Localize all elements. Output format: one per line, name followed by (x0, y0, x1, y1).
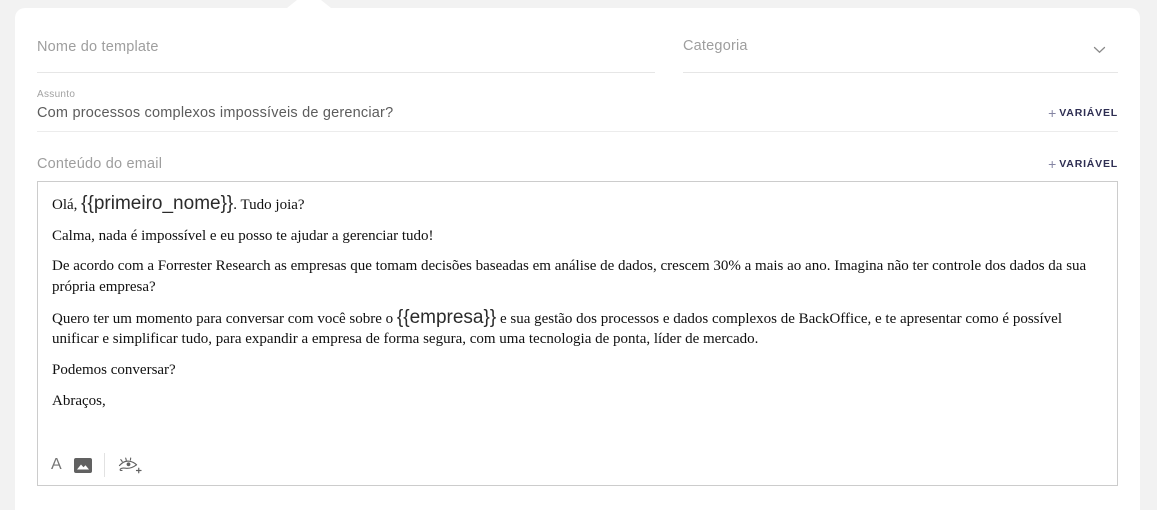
editor-paragraph (52, 360, 1103, 381)
subject-field (37, 89, 1118, 132)
add-variable-label: VARIÁVEL (1059, 158, 1118, 170)
email-body-editor[interactable] (37, 181, 1118, 486)
category-placeholder: Categoria (683, 38, 748, 54)
top-fields-row (37, 38, 1118, 73)
template-name-input[interactable] (37, 39, 655, 55)
chevron-down-icon (1093, 41, 1106, 59)
editor-paragraph (52, 226, 1103, 247)
editor-toolbar (51, 452, 142, 478)
eye-plus-icon[interactable] (117, 456, 142, 475)
paragraph-text: Quero ter um momento para conversar com você sobre o (52, 310, 397, 327)
variable-token: {{empresa}} (396, 306, 497, 328)
toolbar-divider (104, 453, 105, 477)
font-text-icon[interactable]: A (51, 456, 62, 473)
subject-label: Assunto (37, 89, 76, 100)
editor-body[interactable] (38, 182, 1117, 412)
editor-paragraph (52, 308, 1103, 350)
add-variable-label: VARIÁVEL (1059, 107, 1118, 119)
plus-icon: + (1048, 105, 1057, 121)
paragraph-text: Calma, nada é impossível e eu posso te ajudar a gerenciar tudo! (52, 227, 434, 244)
editor-paragraph (52, 194, 1103, 216)
paragraph-text: Podemos conversar? (52, 362, 176, 379)
editor-paragraph (52, 256, 1103, 297)
paragraph-text: Olá, (52, 197, 82, 213)
paragraph-text: Abraços, (52, 392, 106, 409)
content-header-row (37, 156, 1118, 172)
content-add-variable-button[interactable] (1048, 157, 1118, 171)
editor-paragraph (52, 391, 1103, 412)
subject-add-variable-button[interactable] (1048, 106, 1118, 120)
card-top-notch (287, 0, 331, 8)
subject-input[interactable]: Com processos complexos impossíveis de gerenciar? (37, 105, 394, 121)
content-label: Conteúdo do email (37, 156, 163, 172)
paragraph-text: e sua gestão dos processos e dados complexos de BackOffice, e te apresentar como é possível unificar e simplificar tudo, para expandir a empresa de forma segura, com uma tecnologia de ponta, líder de mercado. (52, 310, 1062, 348)
paragraph-text: . Tudo joia? (233, 197, 305, 213)
category-select[interactable] (683, 38, 1118, 73)
template-form-card (15, 8, 1140, 510)
paragraph-text: De acordo com a Forrester Research as empresas que tomam decisões baseadas em análise de dados, crescem 30% a mais ao ano. Imagina não ter controle dos dados da sua própria empresa? (52, 258, 1087, 296)
template-name-field (37, 38, 655, 73)
subject-row (37, 105, 1118, 132)
plus-icon: + (1048, 156, 1057, 172)
insert-image-icon[interactable] (74, 458, 92, 473)
variable-token: {{primeiro_nome}} (81, 193, 234, 214)
